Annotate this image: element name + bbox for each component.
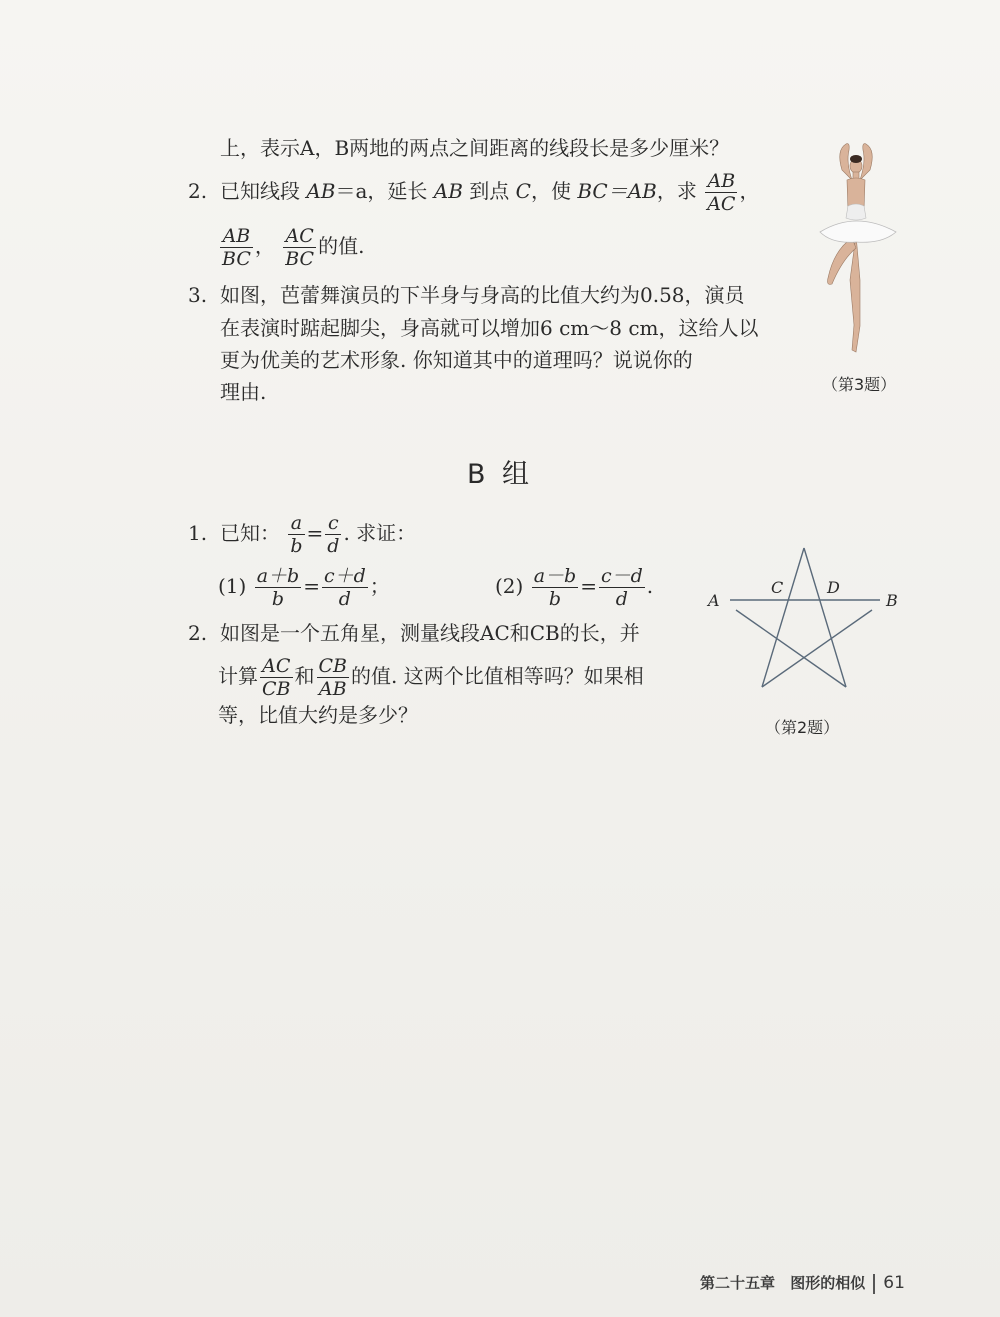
- figure-3-caption: （第3题）: [822, 375, 897, 394]
- b-question-1-line-1: [188, 512, 416, 557]
- question-number: 2.: [188, 179, 208, 203]
- ballerina-illustration: [812, 140, 902, 370]
- b-q2-text: 如图是一个五角星，测量线段AC和CB的长，并: [220, 621, 640, 645]
- b-q2-text: 的值. 这两个比值相等吗？如果相: [351, 664, 644, 688]
- equals-sign: =: [306, 521, 324, 545]
- punctuation: ；: [369, 574, 390, 598]
- b-q2-text: 和: [294, 664, 315, 688]
- b-q2-text: 计算: [218, 664, 258, 688]
- b-question-2-line-1: [188, 618, 640, 648]
- fraction-c-d: $\frac{c}{d}$: [327, 512, 340, 557]
- question-number: 2.: [188, 621, 208, 645]
- b-q1-text: 已知：: [220, 521, 280, 545]
- b-q1-text: . 求证：: [343, 521, 417, 545]
- star-edge: [804, 548, 846, 687]
- point-label-c: C: [771, 578, 784, 597]
- question-3-line-4: 理由.: [220, 380, 267, 404]
- q2-text: ，使: [530, 179, 571, 203]
- point-label-d: D: [827, 578, 840, 597]
- fraction-c-minus-d-over-d: $\frac{c-d}{d}$: [600, 565, 643, 610]
- question-3-line-1: [188, 280, 745, 310]
- q2-text: 已知线段: [220, 179, 300, 203]
- footer-divider: [873, 1274, 875, 1294]
- q2-text: 的值.: [318, 234, 365, 258]
- fraction-ac-bc: $\frac{AC}{BC}$: [285, 225, 315, 270]
- section-title-b-group: B 组: [466, 459, 534, 490]
- question-3-line-3: 更为优美的艺术形象. 你知道其中的道理吗？说说你的: [220, 348, 693, 372]
- b-question-1-part-1: [218, 565, 390, 610]
- question-2-line-1: [188, 170, 759, 215]
- b-question-1-part-2: [495, 565, 653, 610]
- q2-segment-ab: AB: [306, 179, 336, 203]
- q2-text: ，: [254, 234, 275, 258]
- fraction-c-plus-d-over-d: $\frac{c+d}{d}$: [323, 565, 366, 610]
- q2-text: ，: [739, 179, 760, 203]
- fraction-ac-cb: $\frac{AC}{CB}$: [262, 655, 291, 700]
- equals-sign: =: [303, 574, 320, 598]
- part-label: (1): [218, 574, 247, 598]
- question-1-continuation: 上，表示A，B两地的两点之间距离的线段长是多少厘米？: [220, 136, 730, 160]
- chapter-label: 第二十五章: [700, 1274, 776, 1292]
- fraction-a-minus-b-over-b: $\frac{a-b}{b}$: [533, 565, 577, 610]
- question-number: 3.: [188, 283, 208, 307]
- figure-2-caption: （第2题）: [765, 718, 840, 737]
- point-label-b: B: [886, 591, 898, 610]
- q2-condition: BC＝AB: [577, 179, 657, 203]
- q2-text: 到点: [469, 179, 510, 203]
- fraction-a-plus-b-over-b: $\frac{a+b}{b}$: [256, 565, 300, 610]
- question-3-line-2: 在表演时踮起脚尖，身高就可以增加6 cm～8 cm，这给人以: [220, 316, 759, 340]
- b-question-2-line-2: [218, 655, 644, 700]
- page-number: 61: [883, 1273, 905, 1293]
- pentagram-diagram: [700, 540, 910, 710]
- point-label-a: A: [708, 591, 720, 610]
- fraction-a-b: $\frac{a}{b}$: [290, 512, 303, 557]
- q3-text: 如图，芭蕾舞演员的下半身与身高的比值大约为0.58，演员: [220, 283, 745, 307]
- chapter-title: 图形的相似: [790, 1274, 866, 1292]
- equals-sign: =: [580, 574, 597, 598]
- question-2-line-2: [218, 225, 364, 270]
- fraction-cb-ab: $\frac{CB}{AB}$: [318, 655, 347, 700]
- q2-segment-ab: AB: [433, 179, 463, 203]
- fraction-ab-bc: $\frac{AB}{BC}$: [222, 225, 251, 270]
- star-edge: [762, 548, 804, 687]
- page-footer: [700, 1272, 905, 1294]
- star-edge: [736, 610, 846, 687]
- q2-text: ＝a，延长: [335, 179, 428, 203]
- part-label: (2): [495, 574, 524, 598]
- question-number: 1.: [188, 521, 208, 545]
- b-question-2-line-3: 等，比值大约是多少？: [218, 703, 418, 727]
- punctuation: .: [646, 574, 654, 598]
- q2-point-c: C: [515, 179, 531, 203]
- q2-text: ，求: [656, 179, 697, 203]
- fraction-ab-ac: $\frac{AB}{AC}$: [707, 170, 736, 215]
- star-edge: [762, 610, 872, 687]
